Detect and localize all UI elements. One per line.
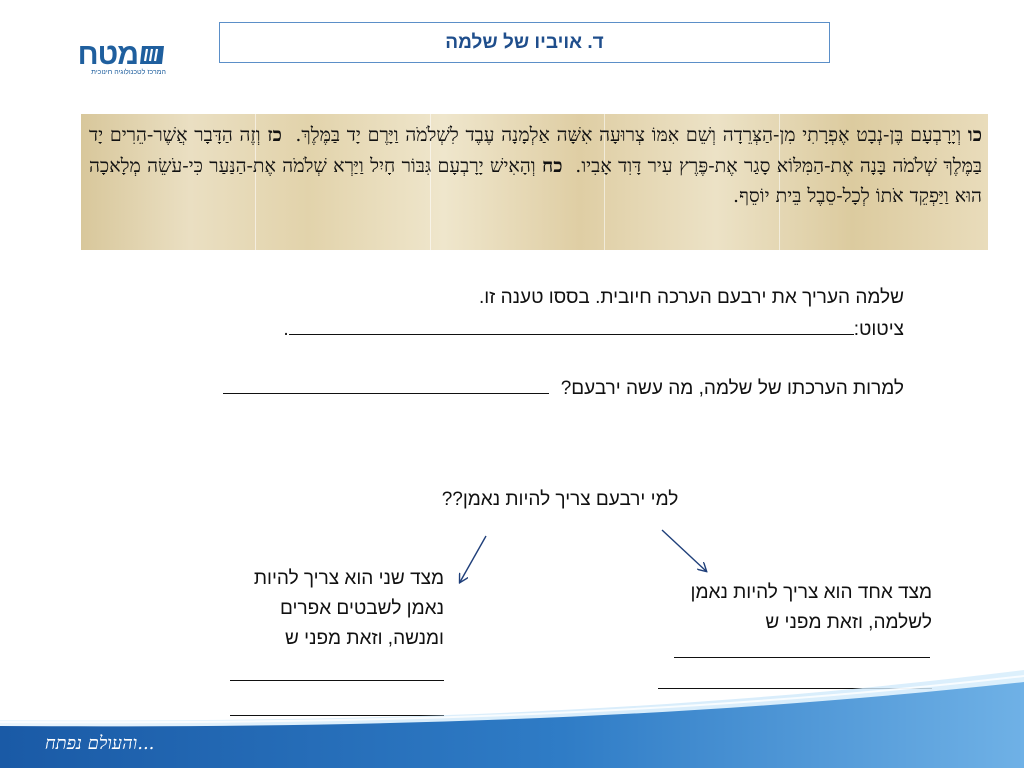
quote-label: ציטוט: [853, 319, 904, 340]
verse-number: כו [967, 124, 982, 146]
logo-mark-icon [138, 44, 166, 66]
question-1-quote-line: ציטוט:. [283, 319, 904, 340]
verse-text: וְיָרָבְעָם בֶּן-נְבָט אֶפְרָתִי מִן-הַצְּרֵדָה וְשֵׁם אִמּוֹ צְרוּעָה אִשָּׁה אַלְמָנָה עֶבֶד לִשְׁלֹמֹה וַיָּרֶם יָד בַּמֶּלֶךְ. [295, 124, 962, 146]
source-text [89, 120, 982, 212]
logo [50, 40, 170, 82]
answer-blank[interactable] [674, 641, 930, 658]
verse-number: כז [267, 124, 282, 146]
question-2: למרות הערכתו של שלמה, מה עשה ירבעם? [223, 377, 904, 400]
logo-tagline: המרכז לטכנולוגיה חינוכית [91, 69, 166, 76]
answer-blank[interactable] [223, 377, 549, 394]
logo-word: מטח [77, 38, 138, 71]
title-box [219, 22, 830, 63]
arrow-right-icon [662, 530, 706, 571]
arrow-left-icon [460, 536, 486, 582]
verse-text: וְהָאִישׁ יָרָבְעָם גִּבּוֹר חָיִל וַיַּרְא שְׁלֹמֹה אֶת-הַנַּעַר כִּי-עֹשֵׂה מְלָאכָה הוּא וַיַּפְקֵד אֹתוֹ לְכָל-סֵבֶל בֵּית יוֹסֵף. [89, 154, 982, 207]
center-question: למי ירבעם צריך להיות נאמן?? [441, 489, 679, 510]
source-text-panel [81, 114, 988, 250]
answer-right-text: מצד אחד הוא צריך להיות נאמן לשלמה, וזאת מפני ש [690, 582, 932, 633]
answer-left-text: מצד שני הוא צריך להיות נאמן לשבטים אפרים ומנשה, וזאת מפני ש [253, 568, 444, 649]
verse-number: כח [542, 154, 563, 177]
question-1: שלמה העריך את ירבעם הערכה חיובית. בססו טענה זו. [478, 287, 904, 308]
footer-motto: ...והעולם נפתח [45, 733, 155, 754]
answer-blank[interactable] [289, 318, 854, 335]
page-title: ד. אויביו של שלמה [445, 31, 604, 53]
verse-text: וְזֶה הַדָּבָר אֲשֶׁר-הֵרִים יָד בַּמֶּלֶךְ שְׁלֹמֹה בָּנָה אֶת-הַמִּלּוֹא סָגַר אֶת-פֶּרֶץ עִיר דָּוִד אָבִיו. [89, 124, 983, 177]
